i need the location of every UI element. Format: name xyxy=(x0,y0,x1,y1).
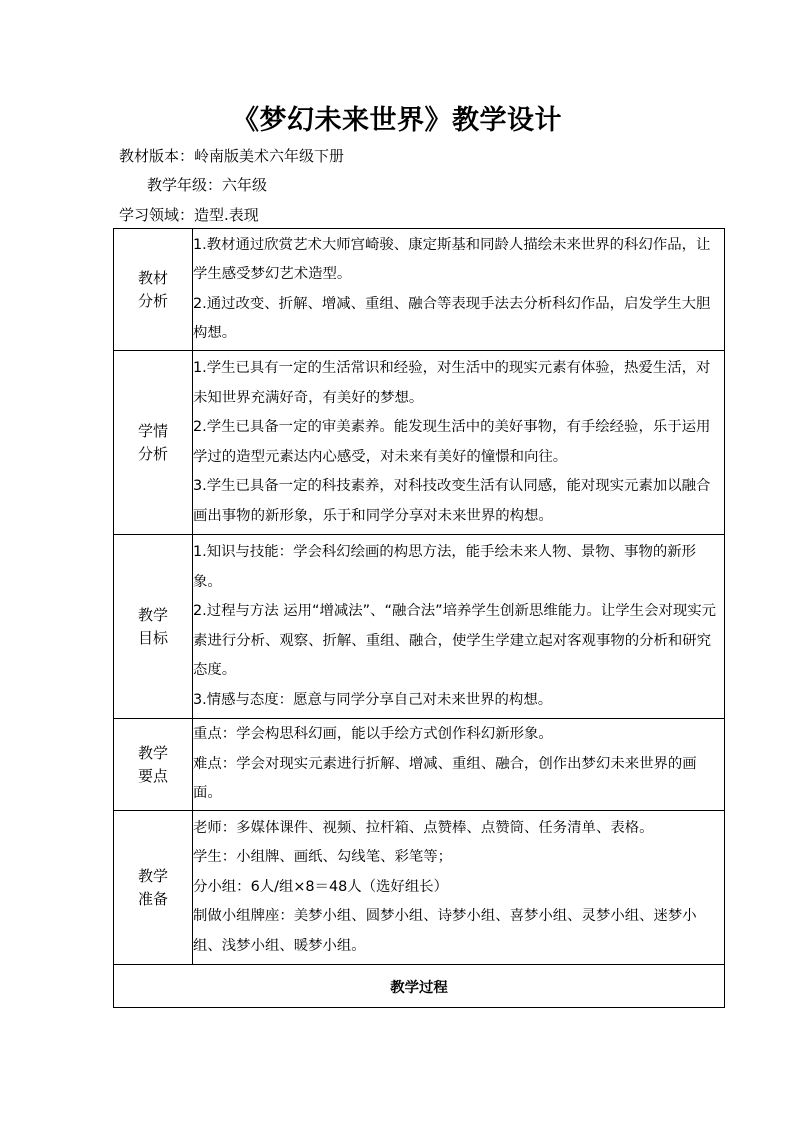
row-label-line: 教学 xyxy=(137,866,168,885)
row-content xyxy=(193,535,725,719)
table-row-teaching-goals xyxy=(114,535,725,719)
content-paragraph: 难点：学会对现实元素进行折解、增减、重组、融合，创作出梦幻未来世界的画面。 xyxy=(193,755,697,802)
table-row-teaching-process xyxy=(114,965,725,1008)
content-paragraph: 老师：多媒体课件、视频、拉杆箱、点赞棒、点赞筒、任务清单、表格。 xyxy=(193,819,654,836)
row-label-line: 教学 xyxy=(137,605,168,624)
row-content xyxy=(193,811,725,965)
row-label-line: 教材 xyxy=(137,268,168,287)
content-paragraph: 制做小组牌座：美梦小组、圆梦小组、诗梦小组、喜梦小组、灵梦小组、迷梦小组、浅梦小组、暖梦小组。 xyxy=(193,908,697,954)
content-paragraph: 1.知识与技能：学会科幻绘画的构思方法，能手绘未来人物、景物、事物的新形象。 xyxy=(193,544,697,590)
table-row-student-analysis xyxy=(114,351,725,535)
row-label-line: 目标 xyxy=(137,628,168,647)
row-label xyxy=(114,811,193,965)
table-row-preparation xyxy=(114,811,725,965)
row-label xyxy=(114,719,193,811)
content-paragraph: 1.教材通过欣赏艺术大师宫崎骏、康定斯基和同龄人描绘未来世界的科幻作品，让学生感受梦幻艺术造型。 xyxy=(193,236,711,282)
teaching-grade: 教学年级：六年级 xyxy=(147,176,268,194)
teaching-process-heading: 教学过程 xyxy=(114,965,725,1008)
row-content xyxy=(193,351,725,535)
row-label-line: 要点 xyxy=(137,766,168,785)
lesson-plan-table xyxy=(113,228,725,1008)
textbook-version: 教材版本：岭南版美术六年级下册 xyxy=(119,147,345,165)
content-paragraph: 3.学生已具备一定的科技素养，对科技改变生活有认同感，能对现实元素加以融合画出事物的新形象，乐于和同学分享对未来世界的构想。 xyxy=(193,478,711,524)
row-label-line: 准备 xyxy=(137,889,168,908)
content-paragraph: 2.过程与方法 运用“增减法”、“融合法”培养学生创新思维能力。让学生会对现实元素进行分析、观察、折解、重组、融合，使学生学建立起对客观事物的分析和研究态度。 xyxy=(193,603,717,678)
row-content xyxy=(193,229,725,351)
content-paragraph: 分小组：6人/组×8＝48人（选好组长） xyxy=(193,878,448,895)
learning-domain: 学习领域：造型.表现 xyxy=(119,206,259,224)
content-paragraph: 1.学生已具有一定的生活常识和经验，对生活中的现实元素有体验，热爱生活，对未知世界充满好奇，有美好的梦想。 xyxy=(193,360,711,406)
table-row-material-analysis xyxy=(114,229,725,351)
content-paragraph: 重点：学会构思科幻画，能以手绘方式创作科幻新形象。 xyxy=(193,726,553,743)
row-label xyxy=(114,535,193,719)
row-content xyxy=(193,719,725,811)
row-label xyxy=(114,351,193,535)
document-title: 《梦幻未来世界》教学设计 xyxy=(232,105,562,136)
row-label-line: 学情 xyxy=(137,421,168,440)
row-label xyxy=(114,229,193,351)
row-label-line: 教学 xyxy=(137,743,168,762)
row-label-line: 分析 xyxy=(137,291,168,310)
content-paragraph: 3.情感与态度：愿意与同学分享自己对未来世界的构想。 xyxy=(193,691,553,708)
row-label-line: 分析 xyxy=(137,444,168,463)
content-paragraph: 2.学生已具备一定的审美素养。能发现生活中的美好事物，有手绘经验，乐于运用学过的造型元素达内心感受，对未来有美好的憧憬和向往。 xyxy=(193,419,711,465)
table-row-key-points xyxy=(114,719,725,811)
content-paragraph: 学生：小组牌、画纸、勾线笔、彩笔等； xyxy=(193,849,453,866)
content-paragraph: 2.通过改变、折解、增减、重组、融合等表现手法去分析科幻作品，启发学生大胆构想。 xyxy=(193,295,711,341)
